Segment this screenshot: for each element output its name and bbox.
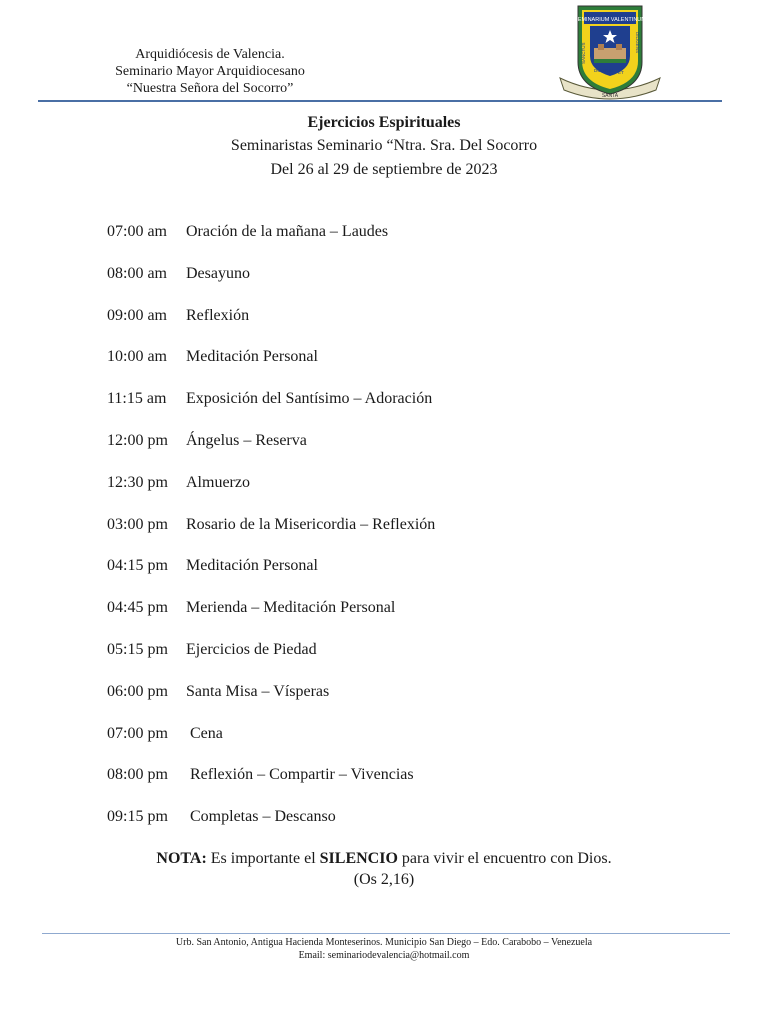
schedule-activity: Ángelus – Reserva [186,431,307,449]
schedule-activity: Rosario de la Misericordia – Reflexión [186,515,436,533]
institution-header [90,46,330,97]
schedule-time: 12:30 pm [107,473,168,491]
schedule-time: 03:00 pm [107,515,168,533]
schedule-activity: Meditación Personal [186,557,318,575]
schedule-activity: Santa Misa – Vísperas [186,682,330,700]
schedule-time: 12:00 pm [107,431,168,449]
schedule-time: 10:00 am [107,348,167,366]
schedule-activity: Merienda – Meditación Personal [186,599,396,617]
note-emphasis: SILENCIO [319,850,398,867]
crest-right-text: DILIGENS [635,32,640,54]
schedule-time: 06:00 pm [107,682,168,700]
schedule-row [107,471,667,513]
seminary-crest-logo [558,4,662,100]
schedule-row [107,262,667,304]
schedule-activity: Exposición del Santísimo – Adoración [186,390,433,408]
footer-address: Urb. San Antonio, Antigua Hacienda Monteserinos. Municipio San Diego – Edo. Carabobo – Venezuela [175,937,593,948]
schedule-row [107,345,667,387]
schedule-time: 07:00 pm [107,724,168,742]
schedule-activity: Almuerzo [186,473,250,491]
schedule-row [107,805,667,847]
crest-bottom-right-text: ET [618,70,624,75]
footer-email: Email: seminariodevalencia@hotmail.com [298,950,470,961]
schedule-row [107,387,667,429]
footer-divider [42,933,730,934]
schedule-row [107,304,667,346]
schedule-activity: Desayuno [186,264,250,282]
schedule-row [107,638,667,680]
schedule-time: 09:00 am [107,306,167,324]
schedule-row [107,680,667,722]
schedule-row [107,596,667,638]
schedule-activity: Reflexión [186,306,250,324]
schedule-time: 07:00 am [107,223,167,240]
document-subtitle: Seminaristas Seminario “Ntra. Sra. Del Socorro [230,137,538,154]
crest-ribbon-text: SANTA [601,93,619,99]
schedule-row [107,554,667,596]
note-text-after: para vivir el encuentro con Dios. [397,850,612,867]
schedule-activity: Completas – Descanso [186,808,336,826]
header-divider [38,100,722,102]
note-citation: (Os 2,16) [353,871,415,888]
schedule-time: 11:15 am [107,390,167,408]
schedule-time: 09:15 pm [107,808,168,826]
header-line-seminary: Seminario Mayor Arquidiocesano [115,64,305,79]
schedule-time: 04:45 pm [107,599,168,617]
schedule-row [107,513,667,555]
schedule-row [107,763,667,805]
schedule-activity: Ejercicios de Piedad [186,640,317,658]
schedule-time: 08:00 pm [107,766,168,784]
schedule-activity: Oración de la mañana – Laudes [186,223,389,240]
document-dates: Del 26 al 29 de septiembre de 2023 [270,161,498,178]
schedule-time: 08:00 am [107,264,167,282]
schedule-activity: Meditación Personal [186,348,318,366]
footer [0,936,768,962]
note-line [0,848,768,869]
schedule-list [107,220,667,847]
silence-note [0,848,768,890]
schedule-time: 04:15 pm [107,557,168,575]
crest-left-text: SANCTUS [581,42,586,64]
schedule-row [107,429,667,471]
title-block [0,112,768,182]
header-line-patron: “Nuestra Señora del Socorro” [126,81,294,96]
crest-banner-text: SEMINARIUM VALENTINUM [574,17,646,23]
schedule-row [107,220,667,262]
header-line-archdiocese: Arquidiócesis de Valencia. [135,47,285,62]
schedule-activity: Cena [186,724,223,742]
document-title: Ejercicios Espirituales [307,114,461,131]
note-label: NOTA: [156,850,207,867]
crest-bottom-left-text: DOCTUS [594,68,613,73]
schedule-row [107,722,667,764]
note-text-before: Es importante el [206,850,320,867]
schedule-time: 05:15 pm [107,640,168,658]
schedule-activity: Reflexión – Compartir – Vivencias [186,766,414,784]
